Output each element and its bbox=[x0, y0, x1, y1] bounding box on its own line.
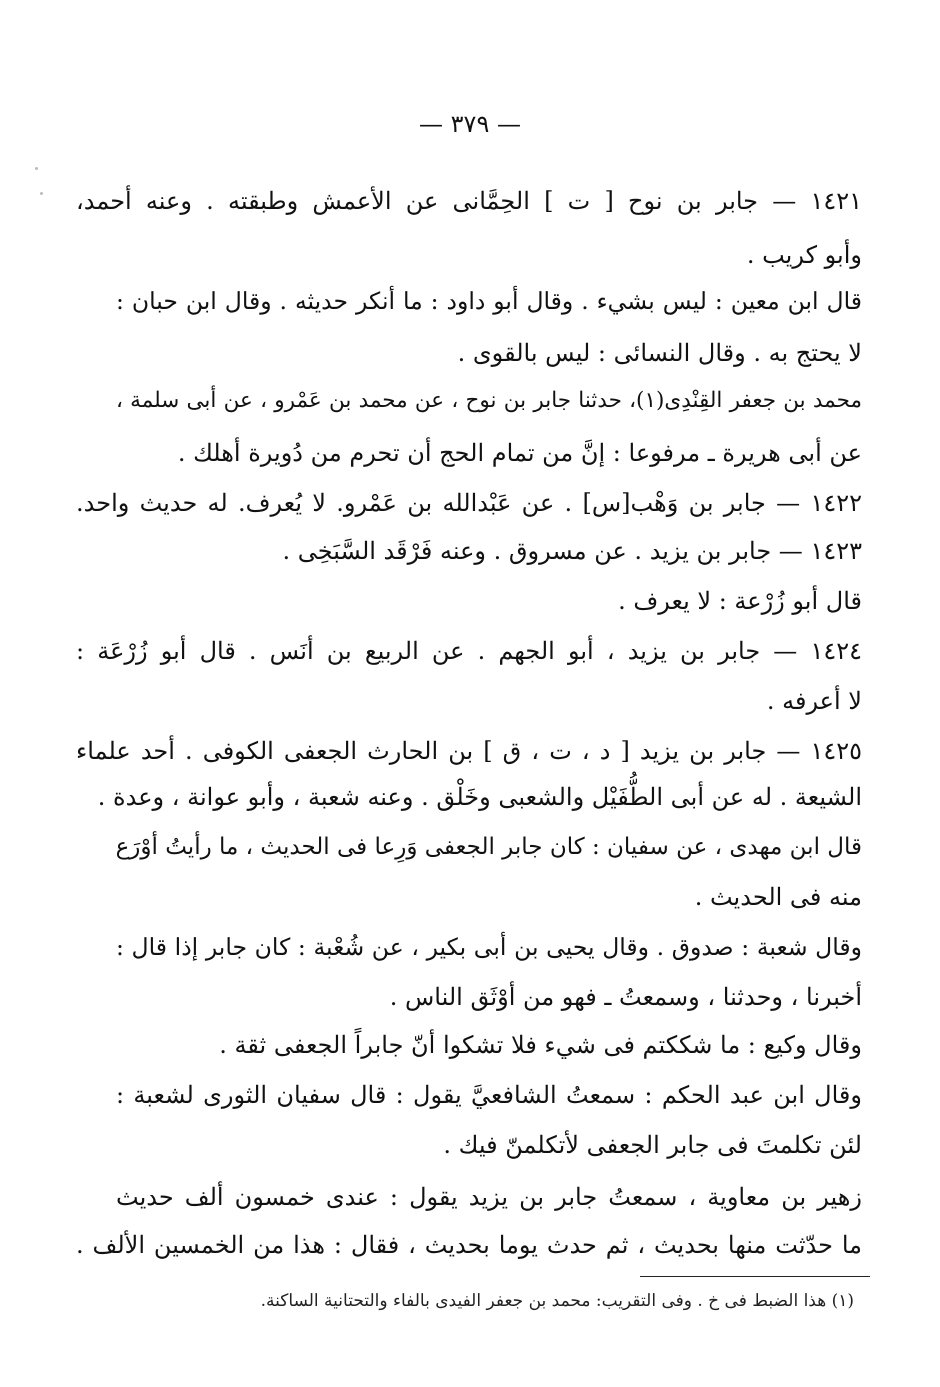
quote-ibn-abd-al-hakam-line-1: وقال ابن عبد الحكم : سمعتُ الشافعيَّ يقول : قال سفيان الثورى لشعبة : bbox=[116, 1081, 862, 1109]
footnote: (١) هذا الضبط فى خ . وفى التقريب: محمد بن جعفر الفيدى بالفاء والتحتانية الساكنة. bbox=[260, 1291, 854, 1311]
quote-waki: وقال وكيع : ما شككتم فى شيء فلا تشكوا أنّ جابراً الجعفى ثقة . bbox=[219, 1031, 862, 1059]
entry-1424-line-2: لا أعرفه . bbox=[766, 687, 862, 715]
quote-shuba-line-1: وقال شعبة : صدوق . وقال يحيى بن أبى بكير ، عن شُعْبة : كان جابر إذا قال : bbox=[116, 933, 862, 961]
hadith-chain-line-1: محمد بن جعفر القِنْدِى(١)، حدثنا جابر بن نوح ، عن محمد بن عَمْرو ، عن أبى سلمة ، bbox=[116, 388, 862, 413]
quote-ibn-mahdi-line-2: منه فى الحديث . bbox=[694, 883, 862, 911]
scan-speck bbox=[40, 192, 43, 195]
quote-ibn-mahdi-line-1: قال ابن مهدى ، عن سفيان : كان جابر الجعفى وَرِعا فى الحديث ، ما رأيتُ أوْرَع bbox=[115, 834, 862, 860]
entry-1421-line-2: وأبو كريب . bbox=[746, 241, 862, 269]
scan-speck bbox=[35, 167, 38, 170]
entry-1425-line-2: الشيعة . له عن أبى الطُّفَيْل والشعبى وخَلْق . وعنه شعبة ، وأبو عوانة ، وعدة . bbox=[97, 783, 862, 811]
quote-ibn-main-line-2: لا يحتج به . وقال النسائى : ليس بالقوى . bbox=[457, 339, 862, 367]
quote-shuba-line-2: أخبرنا ، وحدثنا ، وسمعتُ ـ فهو من أوْثَق الناس . bbox=[389, 983, 862, 1011]
quote-ibn-abd-al-hakam-line-2: لئن تكلمتَ فى جابر الجعفى لأتكلمنّ فيك . bbox=[443, 1131, 862, 1159]
entry-1424-line-1: ١٤٢٤ — جابر بن يزيد ، أبو الجهم . عن الربيع بن أنَس . قال أبو زُرْعَة : bbox=[76, 637, 862, 665]
quote-abu-zura: قال أبو زُرْعة : لا يعرف . bbox=[618, 587, 862, 615]
entry-1421-line-1: ١٤٢١ — جابر بن نوح [ ت ] الحِمَّانى عن الأعمش وطبقته . وعنه أحمد، bbox=[76, 187, 862, 215]
page-number: — ٣٧٩ — bbox=[419, 110, 521, 138]
footnote-divider bbox=[640, 1276, 870, 1277]
quote-zuhayr-line-1: زهير بن معاوية ، سمعتُ جابر بن يزيد يقول : عندى خمسون ألف حديث bbox=[116, 1183, 862, 1211]
hadith-chain-line-2: عن أبى هريرة ـ مرفوعا : إنَّ من تمام الحج أن تحرم من دُويرة أهلك . bbox=[177, 439, 862, 467]
quote-ibn-main-line-1: قال ابن معين : ليس بشيء . وقال أبو داود : ما أنكر حديثه . وقال ابن حبان : bbox=[116, 287, 862, 315]
quote-zuhayr-line-2: ما حدّثت منها بحديث ، ثم حدث يوما بحديث ، فقال : هذا من الخمسين الألف . bbox=[76, 1231, 862, 1259]
entry-1425-line-1: ١٤٢٥ — جابر بن يزيد [ د ، ت ، ق ] بن الحارث الجعفى الكوفى . أحد علماء bbox=[76, 737, 862, 765]
entry-1423: ١٤٢٣ — جابر بن يزيد . عن مسروق . وعنه فَرْقَد السَّبَخِى . bbox=[282, 537, 862, 565]
entry-1422: ١٤٢٢ — جابر بن وَهْب[س] . عن عَبْدالله بن عَمْرو. لا يُعرف. له حديث واحد. bbox=[76, 489, 863, 517]
